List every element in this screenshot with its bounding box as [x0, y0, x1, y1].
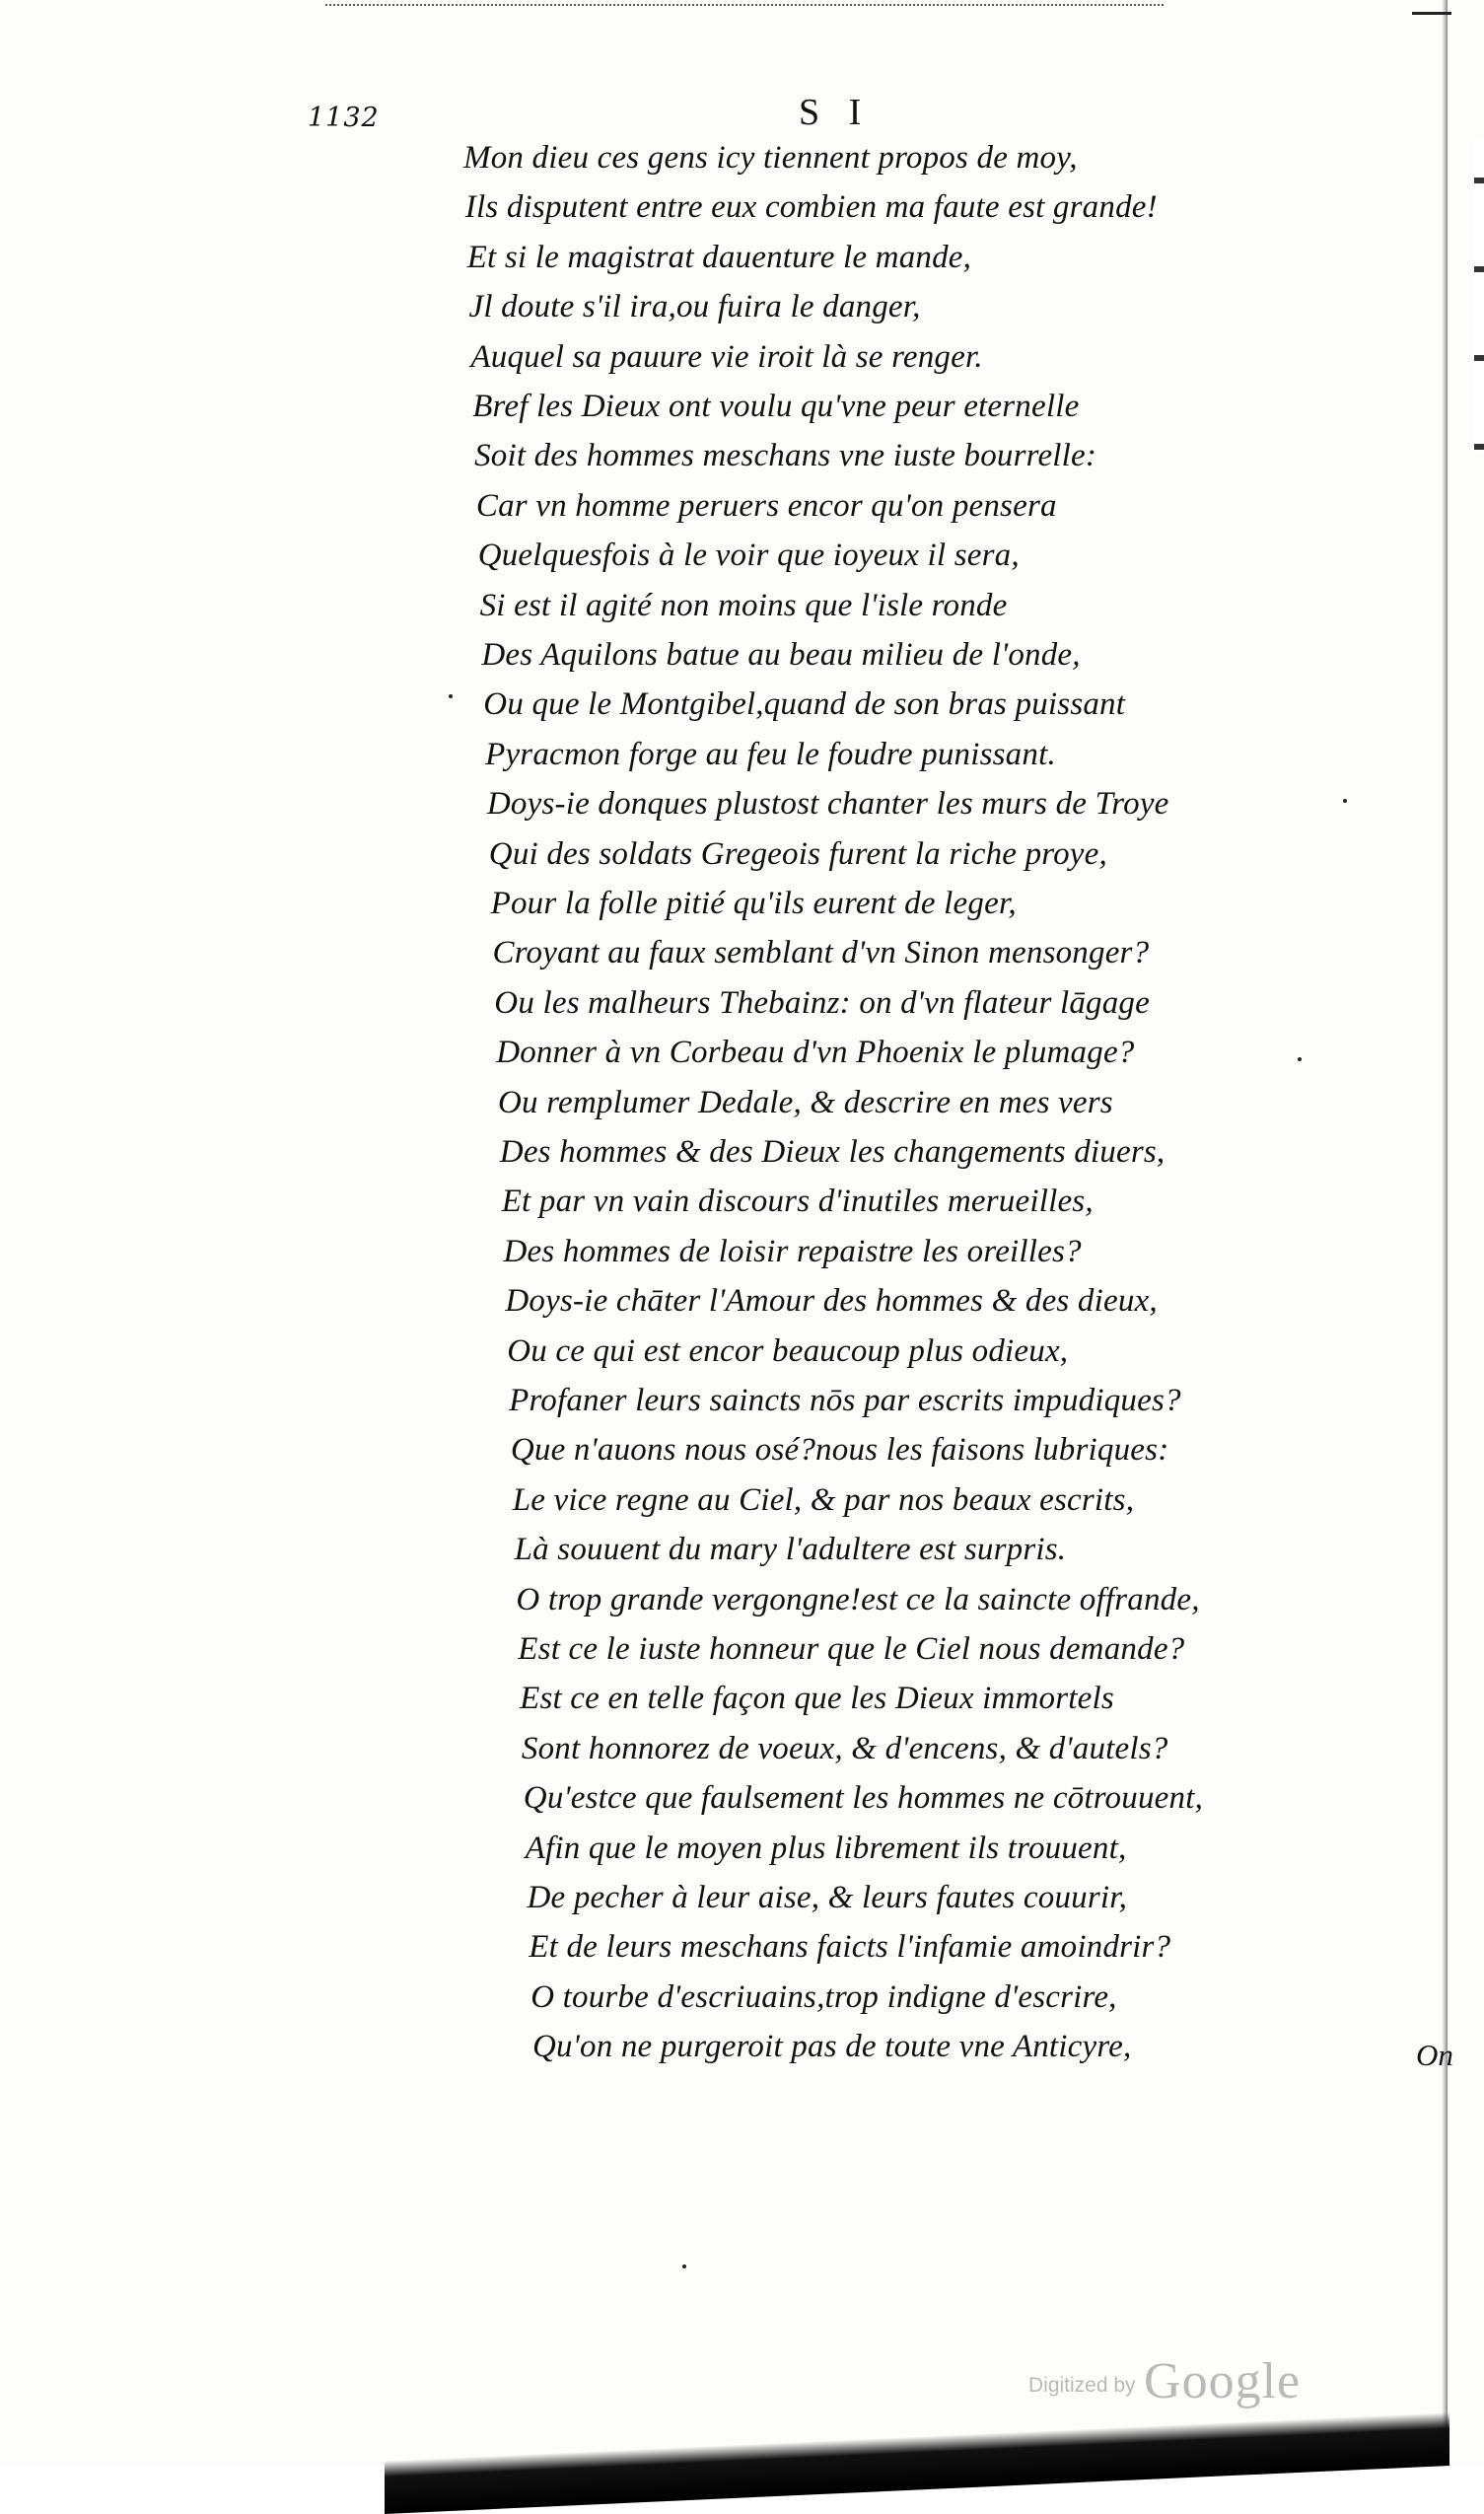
- catchword: On: [1416, 2038, 1453, 2072]
- verse-line: Qu'on ne purgeroit pas de toute vne Anticyre,: [532, 2029, 1132, 2065]
- signature-mark: S I: [799, 92, 872, 133]
- verse-line: Que n'auons nous osé?nous les faisons lubriques:: [510, 1432, 1169, 1469]
- verse-line: Et si le magistrat dauenture le mande,: [466, 239, 972, 275]
- verse-line: Qu'estce que faulsement les hommes ne cōtrouuent,: [523, 1780, 1204, 1817]
- watermark-prefix: Digitized by: [1028, 2374, 1136, 2397]
- verse-line: Doys-ie chāter l'Amour des hommes & des dieux,: [505, 1283, 1158, 1320]
- verse-line: Bref les Dieux ont voulu qu'vne peur eternelle: [472, 389, 1080, 424]
- ink-speck: [1298, 1057, 1302, 1061]
- verse-line: O tourbe d'escriuains,trop indigne d'escrire,: [530, 1978, 1117, 2015]
- ink-speck: [682, 2264, 686, 2268]
- verse-line: Pyracmon forge au feu le foudre punissant.: [485, 736, 1056, 772]
- verse-line: Jl doute s'il ira,ou fuira le danger,: [468, 289, 921, 325]
- verse-line: Des hommes & des Dieux les changements diuers,: [499, 1134, 1166, 1170]
- verse-line: Sont honnorez de voeux, & d'encens, & d'autels?: [521, 1730, 1168, 1766]
- verse-line: Et de leurs meschans faicts l'infamie amoindrir?: [529, 1929, 1171, 1966]
- verse-line: Ou les malheurs Thebainz: on d'vn flateur lāgage: [494, 984, 1150, 1021]
- verse-line: Est ce le iuste honneur que le Ciel nous demande?: [518, 1631, 1185, 1667]
- verse-line: Soit des hommes meschans vne iuste bourrelle:: [474, 438, 1097, 474]
- verse-line: Est ce en telle façon que les Dieux immortels: [520, 1681, 1114, 1717]
- verse-line: Croyant au faux semblant d'vn Sinon mensonger?: [492, 935, 1150, 971]
- verse-line: Profaner leurs saincts nōs par escrits impudiques?: [509, 1383, 1181, 1418]
- verse-line: Là souuent du mary l'adultere est surpris.: [514, 1532, 1067, 1568]
- verse-line: Afin que le moyen plus librement ils trouuent,: [525, 1830, 1127, 1866]
- verse-line: Car vn homme peruers encor qu'on pensera: [475, 487, 1057, 524]
- verse-line: Si est il agité non moins que l'isle ronde: [479, 587, 1008, 623]
- watermark-brand: Google: [1144, 2353, 1302, 2409]
- verse-line: Le vice regne au Ciel, & par nos beaux escrits,: [512, 1481, 1135, 1518]
- verse-line: Ils disputent entre eux combien ma faute est grande!: [464, 189, 1158, 226]
- verse-line: O trop grande vergongne!est ce la saincte offrande,: [516, 1581, 1200, 1617]
- ink-speck: [449, 694, 453, 698]
- digitization-watermark: [1028, 2352, 1301, 2410]
- ink-speck: [1343, 799, 1347, 803]
- verse-line: Des hommes de loisir repaistre les oreilles?: [503, 1233, 1082, 1269]
- verse-line: Qui des soldats Gregeois furent la riche proye,: [488, 835, 1107, 872]
- verse-line: Ou que le Montgibel,quand de son bras puissant: [483, 686, 1126, 723]
- verse-line: Et par vn vain discours d'inutiles merueilles,: [501, 1184, 1094, 1220]
- page-number: 1132: [308, 103, 380, 133]
- verse-line: Ou ce qui est encor beaucoup plus odieux,: [507, 1332, 1069, 1369]
- verse-line: Donner à vn Corbeau d'vn Phoenix le plumage?: [496, 1035, 1135, 1071]
- verse-line: Des Aquilons batue au beau milieu de l'onde,: [481, 637, 1081, 673]
- verse-line: De pecher à leur aise, & leurs fautes couurir,: [527, 1880, 1128, 1915]
- verse-line: Ou remplumer Dedale, & descrire en mes vers: [498, 1084, 1113, 1120]
- verse-line: Auquel sa pauure vie iroit là se renger.: [470, 338, 983, 375]
- verse-line: Quelquesfois à le voir que ioyeux il sera,: [477, 538, 1020, 574]
- verse-line: Doys-ie donques plustost chanter les murs de Troye: [486, 786, 1169, 823]
- verse-line: Mon dieu ces gens icy tiennent propos de moy,: [463, 140, 1078, 176]
- verse-line: Pour la folle pitié qu'ils eurent de leger,: [490, 886, 1017, 921]
